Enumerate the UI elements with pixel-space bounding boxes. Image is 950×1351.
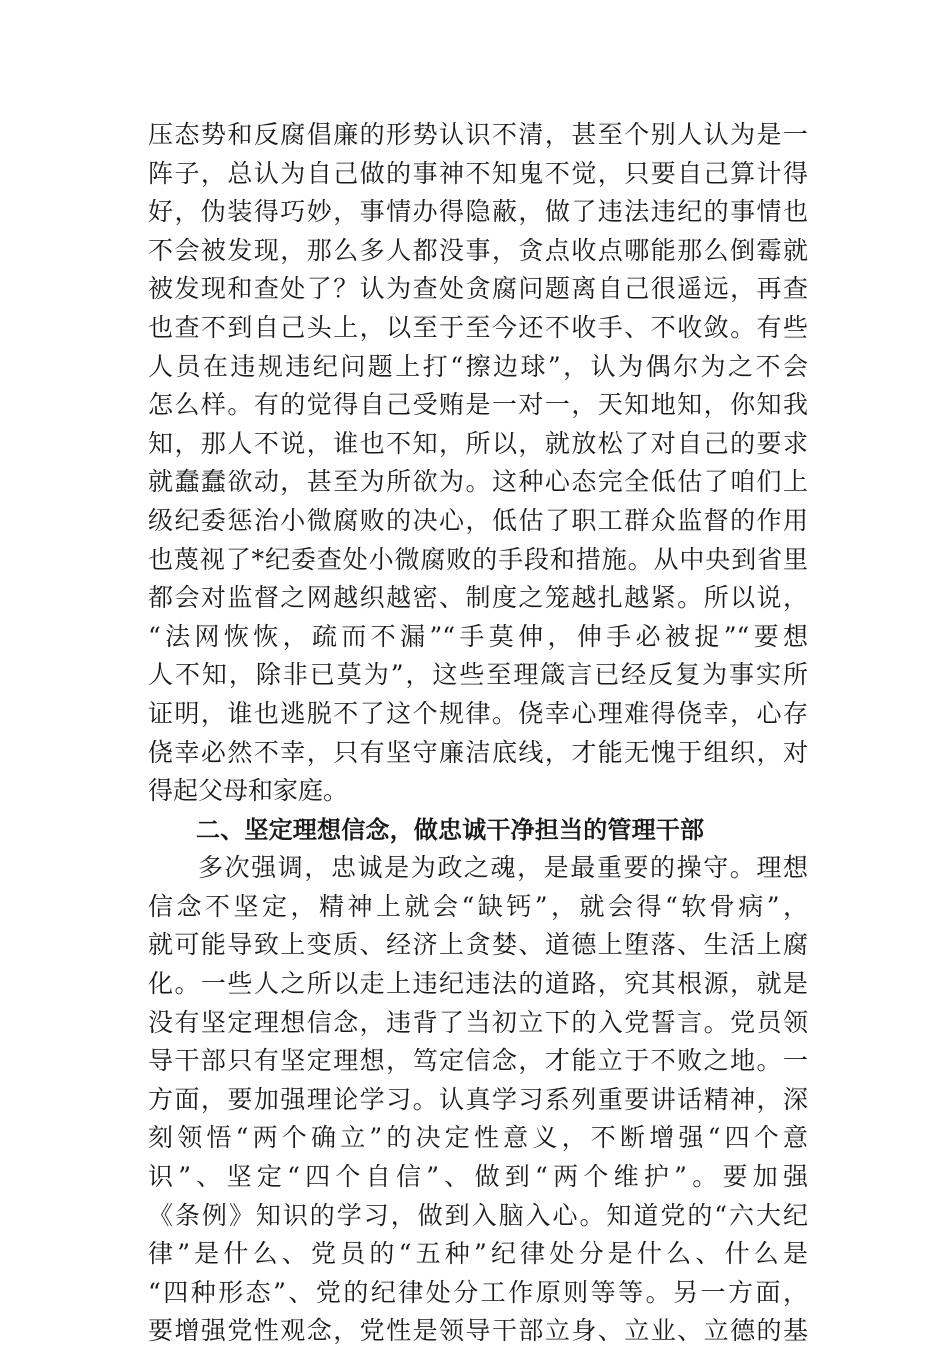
text-line: “法网恢恢，疏而不漏”“手莫伸，伸手必被捉”“要想 — [148, 621, 808, 651]
text-line: 侥幸必然不幸，只有坚守廉洁底线，才能无愧于组织，对 — [148, 737, 808, 767]
text-line: 方面，要加强理论学习。认真学习系列重要讲话精神，深 — [148, 1084, 808, 1114]
text-line: 《条例》知识的学习，做到入脑入心。知道党的“六大纪 — [148, 1200, 808, 1230]
text-line: 级纪委惩治小微腐败的决心，低估了职工群众监督的作用 — [148, 505, 808, 535]
text-line: 化。一些人之所以走上违纪违法的道路，究其根源，就是 — [148, 969, 808, 999]
text-line: “四种形态”、党的纪律处分工作原则等等。另一方面， — [148, 1277, 808, 1307]
text-line: 不会被发现，那么多人都没事，贪点收点哪能那么倒霉就 — [148, 235, 808, 265]
text-line: 就可能导致上变质、经济上贪婪、道德上堕落、生活上腐 — [148, 930, 808, 960]
text-line: 多次强调，忠诚是为政之魂，是最重要的操守。理想 — [198, 853, 808, 883]
text-line: 证明，谁也逃脱不了这个规律。侥幸心理难得侥幸，心存 — [148, 698, 808, 728]
paragraph-1 — [148, 116, 808, 811]
text-line: 信念不坚定，精神上就会“缺钙”，就会得“软骨病”， — [148, 891, 808, 921]
text-line: 识”、坚定“四个自信”、做到“两个维护”。要加强 — [148, 1162, 808, 1192]
text-line: 阵子，总认为自己做的事神不知鬼不觉，只要自己算计得 — [148, 158, 808, 188]
text-line: 就蠢蠢欲动，甚至为所欲为。这种心态完全低估了咱们上 — [148, 467, 808, 497]
text-line: 也蔑视了*纪委查处小微腐败的手段和措施。从中央到省里 — [148, 544, 808, 574]
text-line: 好，伪装得巧妙，事情办得隐蔽，做了违法违纪的事情也 — [148, 197, 808, 227]
text-line: 人不知，除非已莫为”，这些至理箴言已经反复为事实所 — [148, 660, 808, 690]
text-line: 人员在违规违纪问题上打“擦边球”，认为偶尔为之不会 — [148, 351, 808, 381]
text-line: 也查不到自己头上，以至于至今还不收手、不收敛。有些 — [148, 312, 808, 342]
text-line: 得起父母和家庭。 — [148, 776, 349, 806]
text-line: 都会对监督之网越织越密、制度之笼越扎越紧。所以说， — [148, 583, 808, 613]
text-line: 律”是什么、党员的“五种”纪律处分是什么、什么是 — [148, 1239, 808, 1269]
text-line: 压态势和反腐倡廉的形势认识不清，甚至个别人认为是一 — [148, 120, 808, 149]
section-heading: 二、坚定理想信念，做忠诚干净担当的管理干部 — [196, 815, 705, 844]
text-line: 知，那人不说，谁也不知，所以，就放松了对自己的要求 — [148, 428, 808, 458]
document-body — [148, 116, 808, 1351]
text-line: 怎么样。有的觉得自己受贿是一对一，天知地知，你知我 — [148, 390, 808, 420]
text-line: 刻领悟“两个确立”的决定性意义，不断增强“四个意 — [148, 1123, 808, 1153]
text-line: 要增强党性观念，党性是领导干部立身、立业、立德的基 — [148, 1316, 808, 1346]
paragraph-2 — [148, 849, 808, 1351]
text-line: 没有坚定理想信念，违背了当初立下的入党誓言。党员领 — [148, 1007, 808, 1037]
text-line: 导干部只有坚定理想，笃定信念，才能立于不败之地。一 — [148, 1046, 808, 1076]
text-line: 被发现和查处了？认为查处贪腐问题离自己很遥远，再查 — [148, 274, 808, 304]
